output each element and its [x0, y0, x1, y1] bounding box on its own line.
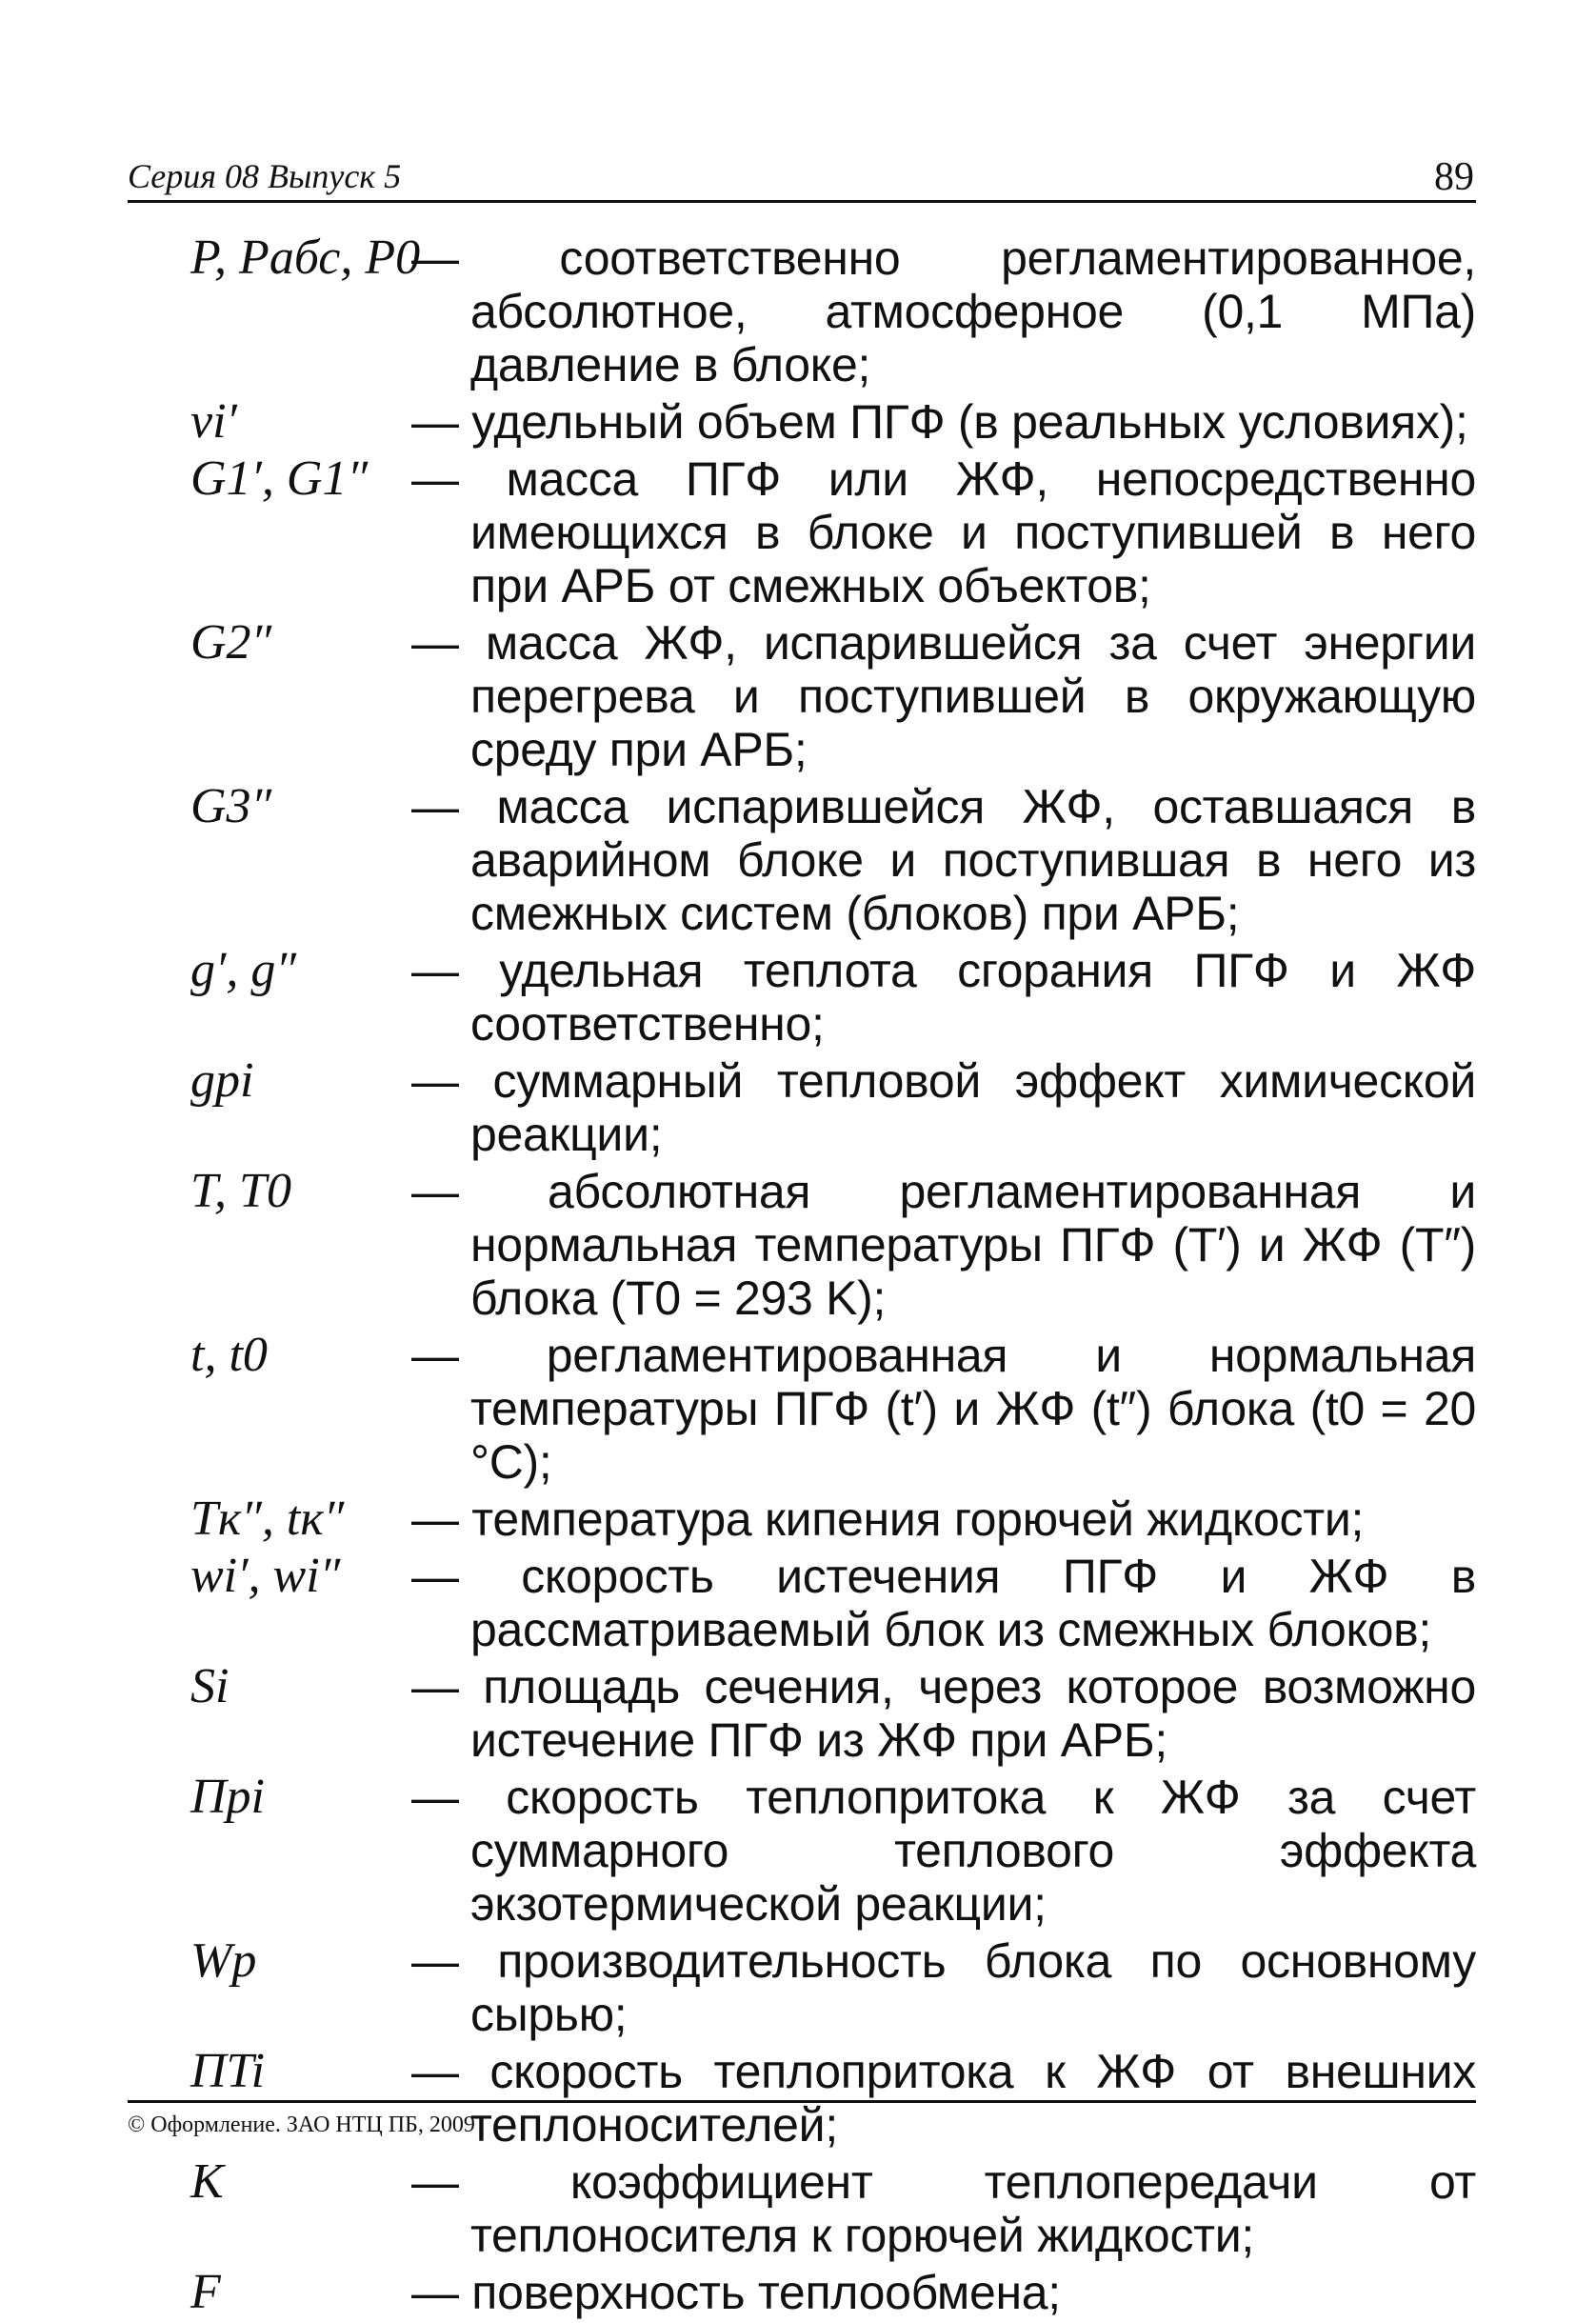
definition-item [190, 1329, 1476, 1489]
definition-item [190, 616, 1476, 776]
definition-symbol: G2″ [190, 615, 272, 670]
definition-symbol: Si [190, 1659, 229, 1713]
definition-item [190, 1934, 1476, 2041]
definition-item [190, 1165, 1476, 1325]
definition-item [190, 1771, 1476, 1931]
definition-symbol: gpi [190, 1053, 254, 1108]
definition-symbol: F [190, 2265, 221, 2319]
definition-text: — производительность блока по основному сырью; [411, 1934, 1476, 2041]
definition-item [190, 944, 1476, 1051]
definition-symbol: Tк″, tк″ [190, 1492, 345, 1546]
definition-item [190, 1492, 1476, 1546]
definition-item [190, 395, 1476, 449]
definition-text: — температура кипения горючей жидкости; [411, 1492, 1365, 1546]
definition-text: — суммарный тепловой эффект химической реакции; [411, 1054, 1476, 1161]
definition-item [190, 1660, 1476, 1767]
definition-symbol: K [190, 2154, 224, 2209]
definition-symbol: g′, g″ [190, 943, 297, 997]
definition-symbol: Пpi [190, 1770, 265, 1824]
definition-item [190, 452, 1476, 612]
definition-text: — удельная теплота сгорания ПГФ и ЖФ соответственно; [411, 944, 1476, 1051]
definition-symbol: wi′, wi″ [190, 1549, 341, 1603]
definition-text: — масса испарившейся ЖФ, оставшаяся в аварийном блоке и поступившая в него из смежных систем (блоков) при АРБ; [411, 780, 1476, 940]
definition-item [190, 1550, 1476, 1656]
definition-text: — регламентированная и нормальная температуры ПГФ (t′) и ЖФ (t″) блока (t0 = 20 °C); [411, 1329, 1476, 1489]
definition-symbol: t, t0 [190, 1328, 268, 1382]
definition-text: — скорость теплопритока к ЖФ за счет суммарного теплового эффекта экзотермической реакции; [411, 1771, 1476, 1931]
footer-divider [128, 2100, 1476, 2103]
definition-item [190, 780, 1476, 940]
definition-item [190, 2155, 1476, 2262]
definition-symbol: T, T0 [190, 1164, 291, 1218]
definition-item [190, 231, 1476, 391]
definition-symbol: ПTi [190, 2044, 266, 2098]
definition-text: — удельный объем ПГФ (в реальных условиях); [411, 395, 1468, 449]
definition-item [190, 2266, 1476, 2319]
definition-text: — поверхность теплообмена; [411, 2266, 1061, 2319]
definition-text: — масса ЖФ, испарившейся за счет энергии перегрева и поступившей в окружающую среду при АРБ; [411, 616, 1476, 776]
definition-text: — абсолютная регламентированная и нормальная температуры ПГФ (T′) и ЖФ (T″) блока (T0 = 293 K); [411, 1165, 1476, 1325]
definition-symbol: vi′ [190, 394, 237, 449]
definition-text: — соответственно регламентированное, абсолютное, атмосферное (0,1 МПа) давление в блоке; [411, 231, 1476, 391]
definition-symbol: P, Pабс, P0 [190, 230, 421, 285]
definition-text: — скорость теплопритока к ЖФ от внешних теплоносителей; [411, 2045, 1476, 2152]
definition-symbol: G3″ [190, 779, 272, 833]
copyright-footer: © Оформление. ЗАО НТЦ ПБ, 2009 [128, 2113, 475, 2137]
page-number: 89 [1434, 155, 1474, 199]
definition-symbol: Wp [190, 1933, 257, 1988]
definition-text: — площадь сечения, через которое возможно истечение ПГФ из ЖФ при АРБ; [411, 1660, 1476, 1767]
definition-text: — скорость истечения ПГФ и ЖФ в рассматриваемый блок из смежных блоков; [411, 1550, 1476, 1656]
series-title: Серия 08 Выпуск 5 [128, 157, 402, 195]
definition-text: — коэффициент теплопередачи от теплоносителя к горючей жидкости; [411, 2155, 1476, 2262]
page-header [128, 150, 1476, 203]
definition-item [190, 1054, 1476, 1161]
definition-symbol: G1′, G1″ [190, 451, 369, 506]
definition-text: — масса ПГФ или ЖФ, непосредственно имеющихся в блоке и поступившей в него при АРБ от смежных объектов; [411, 452, 1476, 612]
definitions-list [190, 231, 1476, 2323]
